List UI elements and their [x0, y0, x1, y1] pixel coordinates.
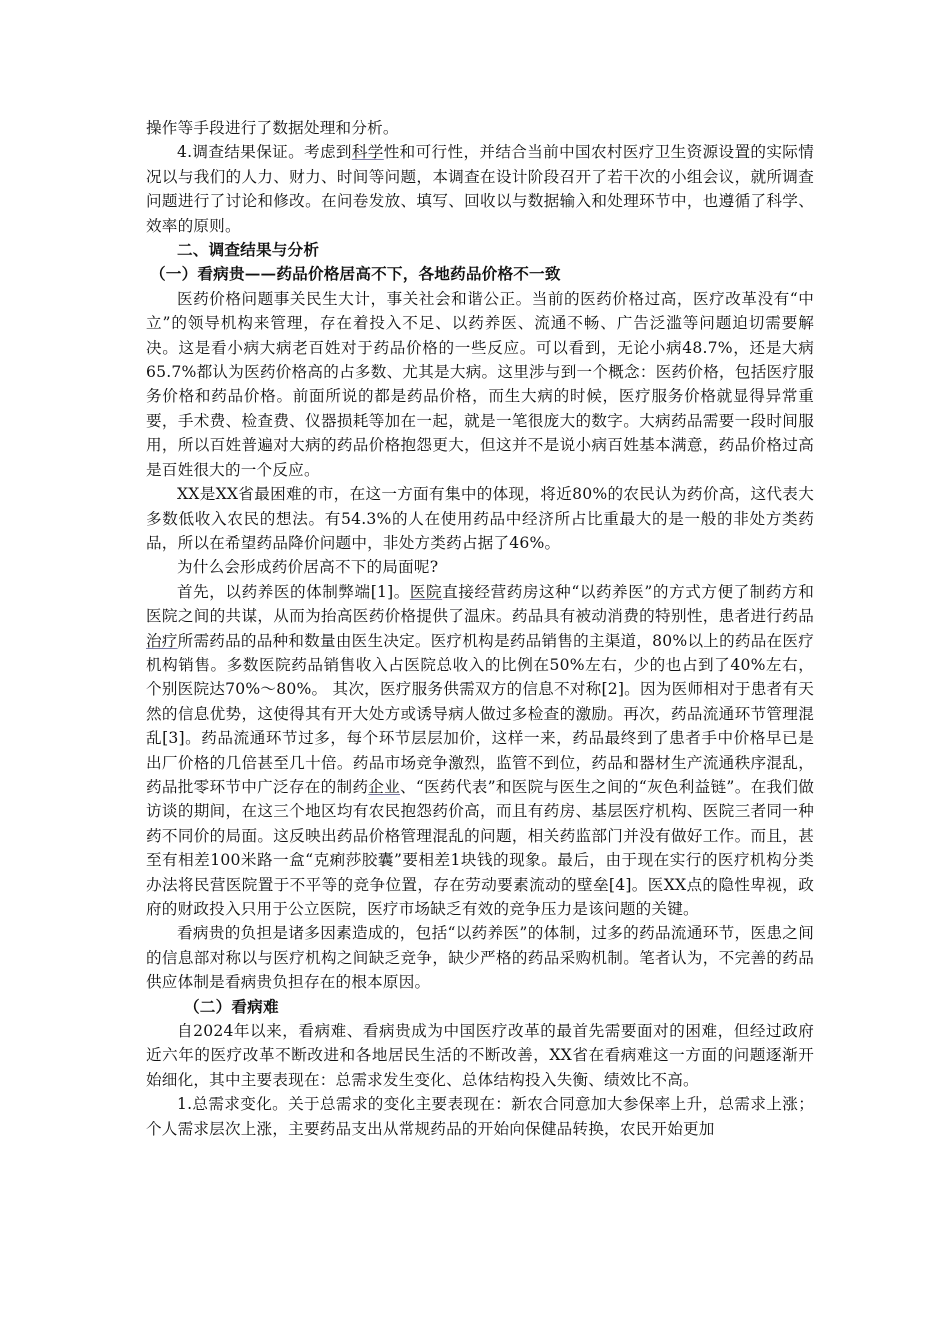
- text-segment: 所需药品的品种和数量由医生决定。医疗机构是药品销售的主渠道，80%以上的药品在医疗机构销售。多数医院药品销售收入占医院总收入的比例在50%左右，少的也占到了40%左右，个别医院达70%～80%。 其次，医疗服务供需双方的信息不对称[2]。因为医师相对于患者有天然的信息优势，这使得其有开大处方或诱导病人做过多检查的激励。再次，药品流通环节管理混乱[3]。药品流通环节过多，每个环节层层加价，这样一来，药品最终到了患者手中价格早已是出厂价格的几倍甚至几十倍。药品市场竞争激烈，监管不到位，药品和器材生产流通秩序混乱，药品批零环节中广泛存在的制药: [146, 631, 814, 796]
- paragraph-burden: 看病贵的负担是诸多因素造成的，包括“以药养医”的体制，过多的药品流通环节，医患之间的信息部对称以与医疗机构之间缺乏竞争，缺少严格的药品采购机制。笔者认为，不完善的药品供应体制是看病贵负担存在的根本原因。: [146, 924, 814, 992]
- link-enterprise[interactable]: 企业: [368, 777, 401, 796]
- paragraph-total-demand: 1.总需求变化。关于总需求的变化主要表现在：新农合同意加大参保率上升，总需求上涨；个人需求层次上涨，主要药品支出从常规药品的开始向保健品转换，农民开始更加: [146, 1095, 814, 1138]
- paragraph-drug-price: 医药价格问题事关民生大计，事关社会和谐公正。当前的医药价格过高，医疗改革没有“中立”的领导机构来管理，存在着投入不足、以药养医、流通不畅、广告泛滥等问题迫切需要解决。这是看小病大病老百姓对于药品价格的一些反应。可以看到，无论小病48.7%，还是大病65.7%都认为医药价格高的占多数、尤其是大病。这里涉与到一个概念：医药价格，包括医疗服务价格和药品价格。前面所说的都是药品价格，而生大病的时候，医疗服务价格就显得异常重要，手术费、检查费、仪器损耗等加在一起，就是一笔很庞大的数字。大病药品需要一段时间服用，所以百姓普遍对大病的药品价格抱怨更大，但这并不是说小病百姓基本满意，药品价格过高是百姓很大的一个反应。: [146, 289, 814, 479]
- text-segment: 4.调查结果保证。考虑到: [177, 143, 352, 162]
- link-treatment[interactable]: 治疗: [146, 631, 178, 650]
- subsection-heading-difficult: （二）看病难: [184, 996, 279, 1016]
- paragraph-difficulty: 自2024年以来，看病难、看病贵成为中国医疗改革的最首先需要面对的困难，但经过政府近六年的医疗改革不断改进和各地居民生活的不断改善，XX省在看病难这一方面的问题逐渐开始细化，其中主要表现在：总需求发生变化、总体结构投入失衡、绩效比不高。: [146, 1022, 814, 1089]
- subsection-heading-expensive: （一）看病贵——药品价格居高不下，各地药品价格不一致: [150, 264, 561, 284]
- text-segment: 、“医药代表”和医院与医生之间的“灰色利益链”。在我们做访谈的期间，在这三个地区均有农民抱怨药价高，而且有药房、基层医疗机构、医院三者同一种药不同价的局面。这反映出药品价格管理混乱的问题，相关药监部门并没有做好工作。而且，甚至有相差100米路一盒“克痢莎胶囊”要相差1块钱的现象。最后，由于现在实行的医疗机构分类办法将民营医院置于不平等的竞争位置，存在劳动要素流动的壁垒[4]。医XX点的隐性卑视，政府的财政投入只用于公立医院，医疗市场缺乏有效的竞争压力是该问题的关键。: [146, 777, 814, 918]
- paragraph-xx-city: XX是XX省最困难的市，在这一方面有集中的体现，将近80%的农民认为药价高，这代表大多数低收入农民的想法。有54.3%的人在使用药品中经济所占比重最大的是一般的非处方类药品，所以在希望药品降价问题中，非处方类药占据了46%。: [146, 485, 814, 552]
- text-segment: 直接经营药房这种“以药养医”的方式方便了制药方和医院之间的共谋，从而为抬高医药价格提供了温床。药品具有被动消费的特别性，患者进行药品: [146, 582, 815, 626]
- link-hospital[interactable]: 医院: [409, 582, 443, 601]
- section-heading: 二、调查结果与分析: [177, 240, 320, 260]
- link-science[interactable]: 科学: [351, 143, 384, 162]
- text-segment: 首先，以药养医的体制弊端[1]。: [177, 582, 410, 601]
- paragraph-question: 为什么会形成药价居高不下的局面呢?: [177, 558, 439, 577]
- paragraph-0: 操作等手段进行了数据处理和分析。: [146, 119, 399, 137]
- paragraph-causes: [146, 580, 814, 922]
- paragraph-survey-guarantee: [146, 140, 814, 238]
- document-page: [146, 116, 814, 1141]
- text-segment: 性和可行性，并结合当前中国农村医疗卫生资源设置的实际情况以与我们的人力、财力、时间等问题，本调查在设计阶段召开了若干次的小组会议，就所调查问题进行了讨论和修改。在问卷发放、填写、回收以与数据输入和处理环节中，也遵循了科学、效率的原则。: [146, 143, 814, 235]
